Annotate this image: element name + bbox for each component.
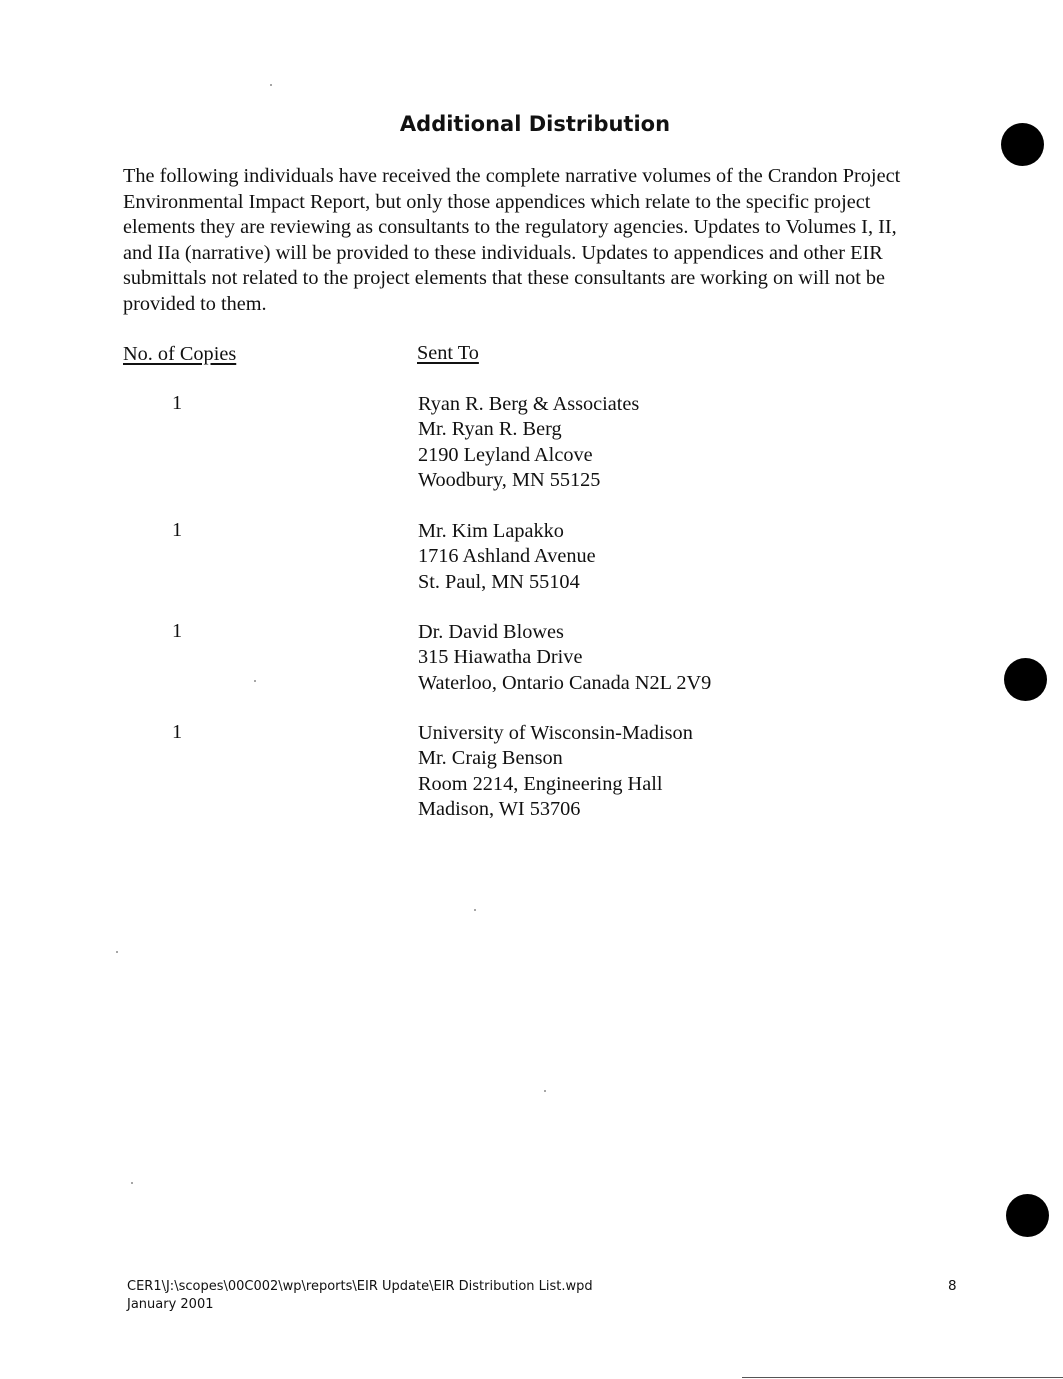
address-line: Mr. Craig Benson [418,747,563,770]
address-line: Mr. Ryan R. Berg [418,418,562,441]
sent-to-column-header: Sent To [417,342,479,364]
scan-speck [116,951,118,953]
copies-count: 1 [172,519,183,541]
punch-hole-bottom [1006,1194,1049,1237]
footer-date: January 2001 [127,1297,214,1312]
recipient-address [418,392,639,493]
intro-line: and IIa (narrative) will be provided to these individuals. Updates to appendices and other EIR [123,241,883,264]
intro-line: elements they are reviewing as consultants to the regulatory agencies. Updates to Volumes I, II, [123,216,897,238]
address-line: 1716 Ashland Avenue [418,545,596,568]
address-line: University of Wisconsin-Madison [418,722,693,744]
copies-count: 1 [172,392,183,414]
address-line: 2190 Leyland Alcove [418,443,593,466]
copies-count: 1 [172,721,183,743]
address-line: 315 Hiawatha Drive [418,646,583,669]
scan-speck [544,1090,546,1092]
address-line: Mr. Kim Lapakko [418,520,564,542]
intro-line: The following individuals have received the complete narrative volumes of the Crandon Project [123,165,901,187]
footer [127,1278,593,1314]
scan-edge-line [742,1377,1063,1378]
copies-count: 1 [172,620,183,642]
copies-column-header: No. of Copies [123,343,237,365]
page-number: 8 [948,1278,957,1294]
scan-speck [254,680,256,682]
page-title: Additional Distribution [399,112,671,136]
address-line: Ryan R. Berg & Associates [418,393,640,415]
address-line: Madison, WI 53706 [418,797,581,820]
intro-line: submittals not related to the project elements that these consultants are working on will not be [123,267,886,289]
recipient-address [418,620,711,696]
intro-paragraph [123,164,953,317]
address-line: Waterloo, Ontario Canada N2L 2V9 [418,671,712,694]
address-line: Woodbury, MN 55125 [418,468,601,491]
address-line: St. Paul, MN 55104 [418,570,580,593]
address-line: Dr. David Blowes [418,621,564,643]
recipient-address [418,519,596,595]
address-line: Room 2214, Engineering Hall [418,772,663,795]
intro-line: Environmental Impact Report, but only those appendices which relate to the specific project [123,190,871,213]
punch-hole-middle [1004,658,1047,701]
recipient-address [418,721,693,822]
scan-speck [474,909,476,911]
scan-speck [270,84,272,86]
footer-file-path: CER1\J:\scopes\00C002\wp\reports\EIR Update\EIR Distribution List.wpd [127,1279,593,1294]
intro-line: provided to them. [123,292,267,315]
scan-speck [131,1182,133,1184]
